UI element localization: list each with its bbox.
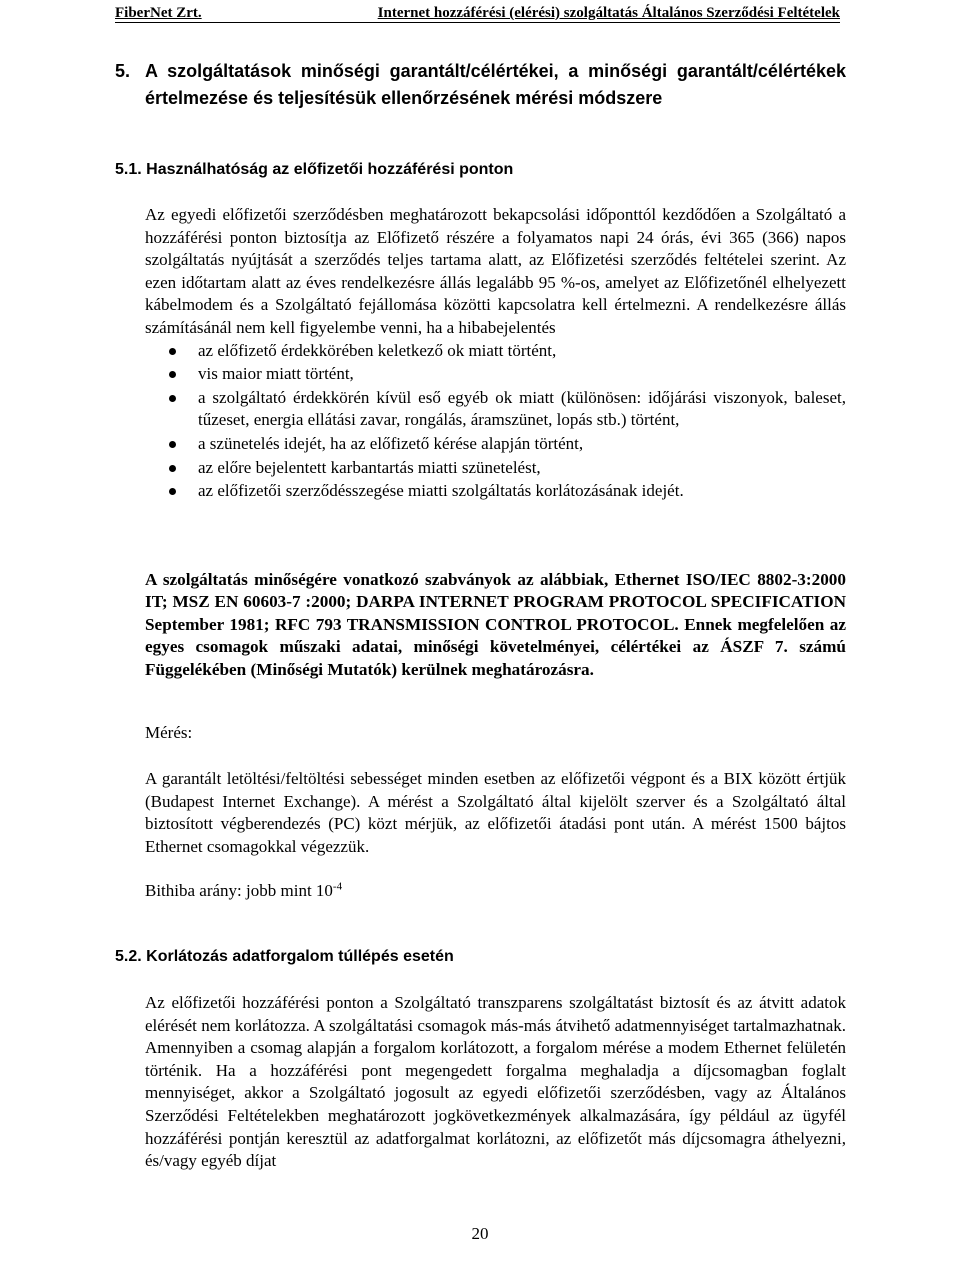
subsection-1-title: 5.1. Használhatóság az előfizetői hozzáférési ponton <box>115 161 514 178</box>
subsection-2-title: 5.2. Korlátozás adatforgalom túllépés esetén <box>115 948 454 965</box>
measurement-paragraph: A garantált letöltési/feltöltési sebességet minden esetben az előfizetői végpont és a BIX között értjük (Budapest Internet Exchange). A mérést a Szolgáltató által kijelölt szerver és a Szolgáltató által biztosított végberendezés (PC) közt mérjük, az előfizetői átadási pont után. A mérést 1500 bájtos Ethernet csomagokkal végezzük. <box>145 769 846 856</box>
page-header <box>115 4 840 28</box>
header-rule <box>115 22 840 23</box>
bit-error-rate <box>145 880 846 903</box>
subsection-1-body <box>145 204 846 504</box>
bit-error-exponent: -4 <box>332 880 343 893</box>
measurement-label: Mérés: <box>145 723 193 742</box>
subsection-1-intro: Az egyedi előfizetői szerződésben meghatározott bekapcsolási időponttól kezdődően a Szolgáltató a hozzáférési ponton biztosítja az Előfizető részére a folyamatos napi 24 órás, évi 365 (366) napos szolgáltatás nyújtását a szerződés teljes tartama alatt, az Előfizetési szerződés feltételei szerint. Az ezen időtartam alatt az éves rendelkezésre állás legalább 95 %-os, amelyet az Előfizetőnél elhelyezett kábelmodem és a Szolgáltató fejállomása közötti kapcsolatra kell értelmezni. A rendelkezésre állás számításánál nem kell figyelembe venni, ha a hibabejelentés <box>145 205 846 337</box>
exclusion-list <box>145 340 846 503</box>
header-document-title: Internet hozzáférési (elérési) szolgáltatás Általános Szerződési Feltételek <box>377 5 840 21</box>
section-title-text: A szolgáltatások minőségi garantált/célértékei, a minőségi garantált/célértékek értelmezése és teljesítésük ellenőrzésének mérési módszere <box>145 61 846 108</box>
header-company: FiberNet Zrt. <box>115 5 202 21</box>
list-item: az előre bejelentett karbantartás miatti szünetelést, <box>145 457 846 480</box>
list-item: vis maior miatt történt, <box>145 363 846 386</box>
list-item: a szünetelés idejét, ha az előfizető kérése alapján történt, <box>145 433 846 456</box>
standards-paragraph: A szolgáltatás minőségére vonatkozó szabványok az alábbiak, Ethernet ISO/IEC 8802-3:2000 IT; MSZ EN 60603-7 :2000; DARPA INTERNET PROGRAM PROTOCOL SPECIFICATION September 1981; RFC 793 TRANSMISSION CONTROL PROTOCOL. Ennek megfelelően az egyes csomagok műszaki adatai, minőségi követelményei, célértékei az ÁSZF 7. számú Függelékében (Minőségi Mutatók) kerülnek meghatározásra. <box>145 570 846 679</box>
page-number: 20 <box>471 1224 489 1243</box>
section-number: 5. <box>115 61 131 81</box>
list-item: a szolgáltató érdekkörén kívül eső egyéb ok miatt (különösen: időjárási viszonyok, baleset, tűzeset, energia ellátási zavar, rongálás, áramszünet, lopás stb.) történt, <box>145 387 846 432</box>
subsection-2-body: Az előfizetői hozzáférési ponton a Szolgáltató transzparens szolgáltatást biztosít és az átvitt adatok elérését nem korlátozza. A szolgáltatási csomagok más-más átvihető adatmennyiséget tartalmazhatnak. Amennyiben a csomag alapján a forgalom korlátozott, a forgalom mérése a modem Ethernet felületén történik. Ha a hozzáférési pont megengedett forgalma meghaladja a díjcsomagban foglalt mennyiséget, akkor a Szolgáltató jogosult az egyedi előfizetői szerződésben, vagy az Általános Szerződési Feltételekben meghatározott jogkövetkezmények alkalmazására, így például az ügyfél hozzáférési pontján keresztül az adatforgalmat korlátozni, az előfizetőt más díjcsomagra áthelyezni, és/vagy egyéb díjat <box>145 993 846 1171</box>
list-item: az előfizetői szerződésszegése miatti szolgáltatás korlátozásának idejét. <box>145 480 846 503</box>
bit-error-label: Bithiba arány: jobb mint 10 <box>145 881 333 900</box>
section-title <box>115 58 846 111</box>
list-item: az előfizető érdekkörében keletkező ok miatt történt, <box>145 340 846 363</box>
